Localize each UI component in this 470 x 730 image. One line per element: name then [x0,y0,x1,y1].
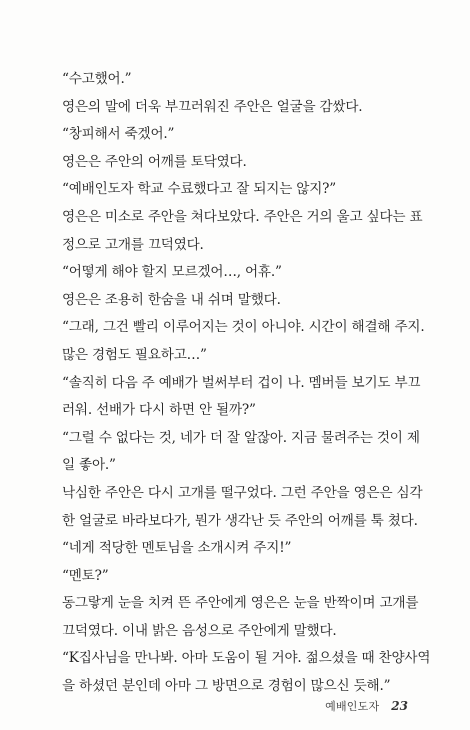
text-line: 일 좋아.” [62,457,116,474]
body-text [62,66,431,701]
text-line: “멘토?” [62,567,109,584]
running-title: 예배인도자 [325,700,380,713]
page-footer [325,698,408,714]
text-line: “창피해서 죽겠어.” [62,126,175,143]
text-line: “어떻게 해야 할지 모르겠어…, 어휴.” [62,264,282,281]
text-line: “그래, 그건 빨리 이루어지는 것이 아니야. 시간이 해결해 주지. [62,319,425,336]
text-line: “K집사님을 만나봐. 아마 도움이 될 거야. 젊으셨을 때 찬양사역 [62,650,431,667]
text-line: 끄덕였다. 이내 밝은 음성으로 주안에게 말했다. [62,622,337,639]
text-line: 한 얼굴로 바라보다가, 뭔가 생각난 듯 주안의 어깨를 툭 쳤다. [62,512,418,529]
text-line: “수고했어.” [62,71,132,87]
text-line: 낙심한 주안은 다시 고개를 떨구었다. 그런 주안을 영은은 심각 [62,484,423,501]
text-line: 많은 경험도 필요하고…” [62,346,207,363]
text-line: 영은은 조용히 한숨을 내 쉬며 말했다. [62,291,281,308]
text-line: 영은의 말에 더욱 부끄러워진 주안은 얼굴을 감쌌다. [62,98,363,115]
text-line: 정으로 고개를 끄덕였다. [62,236,204,253]
text-line: 영은은 미소로 주안을 쳐다보았다. 주안은 거의 울고 싶다는 표 [62,208,423,225]
text-line: 영은은 주안의 어깨를 토닥였다. [62,153,247,170]
text-line: 을 하셨던 분인데 아마 그 방면으로 경험이 많으신 듯해.” [62,678,391,695]
text-line: “네게 적당한 멘토님을 소개시켜 주지!” [62,540,292,557]
page-number: 23 [391,699,408,713]
text-line: 러워. 선배가 다시 하면 안 될까?” [62,402,256,419]
text-line: “그럴 수 없다는 것, 네가 더 잘 알잖아. 지금 물려주는 것이 제 [62,429,420,446]
text-line: “솔직히 다음 주 예배가 벌써부터 겁이 나. 멤버들 보기도 부끄 [62,374,421,391]
text-line: 동그랗게 눈을 치켜 뜬 주안에게 영은은 눈을 반짝이며 고개를 [62,595,419,612]
text-line: “예배인도자 학교 수료했다고 잘 되지는 않지?” [62,181,336,198]
